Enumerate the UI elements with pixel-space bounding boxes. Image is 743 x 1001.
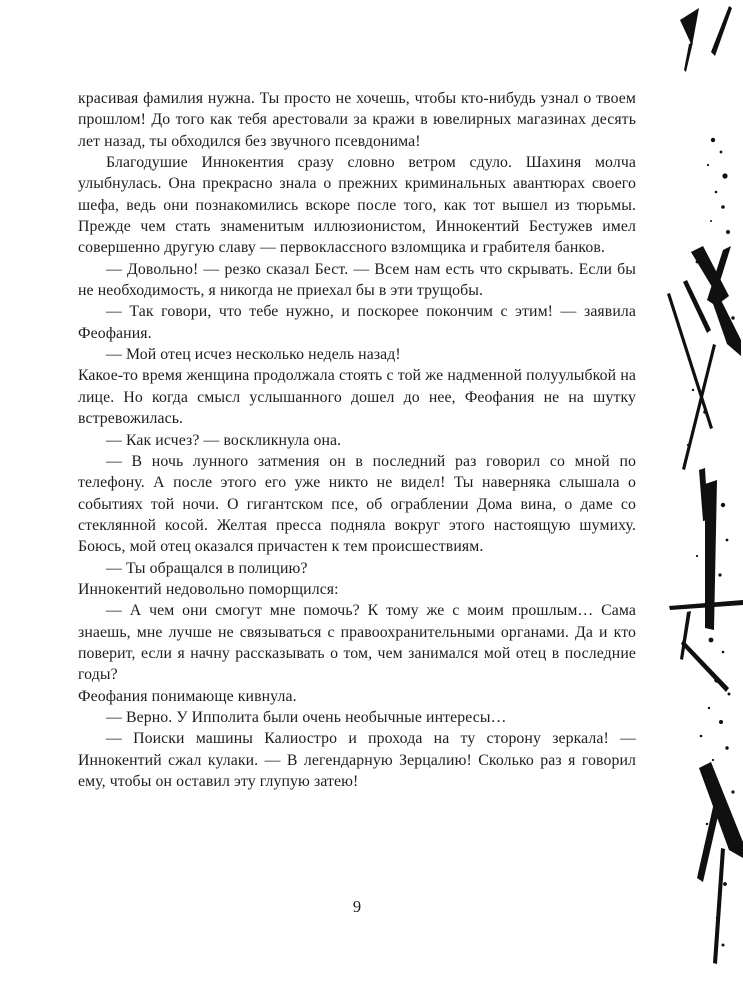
paragraph: Какое-то время женщина продолжала стоять с той же надменной полуулыбкой на лице. Но когда смысл услышанного дошел до нее, Феофания не на шутку встревожилась.	[78, 367, 636, 428]
paragraph: — Довольно! — резко сказал Бест. — Всем нам есть что скрывать. Если бы не необходимость, я никогда не приехал бы в эти трущобы.	[78, 260, 636, 300]
paragraph: Феофания понимающе кивнула.	[78, 687, 297, 705]
paragraph: Благодушие Иннокентия сразу словно ветром сдуло. Шахиня молча улыбнулась. Она прекрасно знала о прежних криминальных авантюрах своего шефа, ведь они познакомились вскоре после того, как тот вышел из тюрьмы. Прежде чем стать знаменитым иллюзионистом, Иннокентий Бестужев имел совершенно другую славу — первоклассного взломщика и грабителя банков.	[78, 154, 636, 257]
paragraph: — В ночь лунного затмения он в последний раз говорил со мной по телефону. А после этого его уже никто не видел! Ты наверняка слышала о событиях той ночи. О гигантском псе, об ограблении Дома вина, о даме со стеклянной косой. Желтая пресса подняла вокруг этого настоящую шумиху. Боюсь, мой отец оказался причастен к тем происшествиям.	[78, 452, 636, 556]
paragraph: красивая фамилия нужна. Ты просто не хочешь, чтобы кто-нибудь узнал о твоем прошлом! До того как тебя арестовали за кражи в ювелирных магазинах десять лет назад, ты обходился без звучного псевдонима!	[78, 90, 636, 150]
paragraph: — Мой отец исчез несколько недель назад!	[106, 346, 401, 364]
paragraph: — А чем они смогут мне помочь? К тому же с моим прошлым… Сама знаешь, мне лучше не связываться с правоохранительными органами. Да и кто поверит, если я начну рассказывать о том, чем занимался мой отец в последние годы?	[78, 602, 636, 684]
paragraph: — Так говори, что тебе нужно, и поскорее покончим с этим! — заявила Феофания.	[78, 303, 636, 342]
paragraph: — Верно. У Ипполита были очень необычные интересы…	[106, 708, 507, 726]
text-block	[78, 88, 636, 792]
paragraph: — Как исчез? — воскликнула она.	[106, 431, 342, 449]
paragraph: Иннокентий недовольно поморщился:	[78, 580, 339, 598]
paragraph: — Ты обращался в полицию?	[106, 559, 308, 577]
paragraph: — Поиски машины Калиостро и прохода на ту сторону зеркала! — Иннокентий сжал кулаки. — В легендарную Зерцалию! Сколько раз я говорил ему, чтобы он оставил эту глупую затею!	[78, 730, 636, 790]
page-number: 9	[352, 897, 362, 916]
ink-splatter-decoration	[653, 0, 743, 1001]
